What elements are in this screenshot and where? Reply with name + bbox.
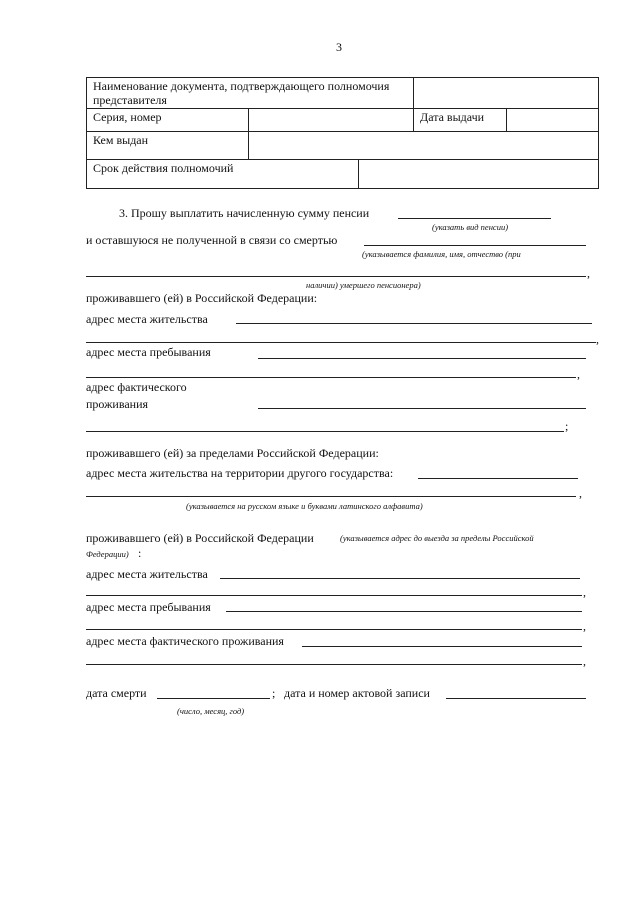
bd-actual-field-2[interactable] xyxy=(86,664,582,665)
rf-residence-field-2[interactable] xyxy=(86,342,596,343)
bd-residence-label: адрес места жительства xyxy=(86,567,208,581)
rf-residence-label: адрес места жительства xyxy=(86,312,208,326)
request-text: 3. Прошу выплатить начисленную сумму пенсии xyxy=(119,206,370,220)
name-hint-2: наличии) умершего пенсионера) xyxy=(306,280,421,290)
doc-name-label: Наименование документа, подтверждающего полномочия представителя xyxy=(87,78,414,109)
abroad-residence-field[interactable] xyxy=(418,478,578,479)
abroad-residence-label: адрес места жительства на территории другого государства: xyxy=(86,466,394,480)
bd-actual-label: адрес места фактического проживания xyxy=(86,634,284,648)
semicolon: ; xyxy=(565,419,569,433)
abroad-hint: (указывается на русском языке и буквами латинского алфавита) xyxy=(186,501,423,511)
doc-name-field[interactable] xyxy=(414,78,599,109)
issue-date-field[interactable] xyxy=(507,109,599,132)
name-hint-1: (указывается фамилия, имя, отчество (при xyxy=(362,249,521,259)
comma: , xyxy=(583,585,586,599)
bd-stay-label: адрес места пребывания xyxy=(86,600,211,614)
comma: , xyxy=(583,619,586,633)
bd-stay-field[interactable] xyxy=(226,611,582,612)
issued-by-field[interactable] xyxy=(249,132,599,160)
rf-residence-field[interactable] xyxy=(236,323,592,324)
validity-field[interactable] xyxy=(359,160,599,189)
bd-residence-field[interactable] xyxy=(220,578,580,579)
representative-document-table xyxy=(86,77,599,189)
colon: : xyxy=(138,546,142,560)
rf-actual-field[interactable] xyxy=(258,408,586,409)
deceased-name-field[interactable] xyxy=(364,245,586,246)
rf-stay-label: адрес места пребывания xyxy=(86,345,211,359)
validity-label: Срок действия полномочий xyxy=(87,160,359,189)
issue-date-label: Дата выдачи xyxy=(414,109,507,132)
rf-block-title: проживавшего (ей) в Российской Федерации: xyxy=(86,291,318,305)
semicolon: ; xyxy=(272,686,276,700)
before-departure-hint-1: (указывается адрес до выезда за пределы Российской xyxy=(340,533,534,543)
bd-stay-field-2[interactable] xyxy=(86,629,582,630)
before-departure-title: проживавшего (ей) в Российской Федерации xyxy=(86,531,314,545)
death-date-label: дата смерти xyxy=(86,686,147,700)
rf-stay-field[interactable] xyxy=(258,358,586,359)
comma: , xyxy=(577,367,580,381)
series-number-field[interactable] xyxy=(249,109,414,132)
death-date-field[interactable] xyxy=(157,698,270,699)
bd-actual-field[interactable] xyxy=(302,646,582,647)
issued-by-label: Кем выдан xyxy=(87,132,249,160)
abroad-residence-field-2[interactable] xyxy=(86,496,576,497)
before-departure-hint-2: Федерации) xyxy=(86,549,129,559)
page-number: 3 xyxy=(336,40,342,54)
series-number-label: Серия, номер xyxy=(87,109,249,132)
comma: , xyxy=(579,486,582,500)
deceased-name-field-2[interactable] xyxy=(86,276,586,277)
comma: , xyxy=(596,332,599,346)
record-field[interactable] xyxy=(446,698,586,699)
rf-actual-label-1: адрес фактического xyxy=(86,380,187,394)
comma: , xyxy=(587,266,590,280)
rf-actual-label-2: проживания xyxy=(86,397,149,411)
abroad-block-title: проживавшего (ей) за пределами Российской Федерации: xyxy=(86,446,379,460)
record-label: дата и номер актовой записи xyxy=(284,686,430,700)
unpaid-text: и оставшуюся не полученной в связи со смертью xyxy=(86,233,338,247)
rf-stay-field-2[interactable] xyxy=(86,377,576,378)
bd-residence-field-2[interactable] xyxy=(86,595,582,596)
pension-type-field[interactable] xyxy=(398,218,551,219)
pension-type-hint: (указать вид пенсии) xyxy=(432,222,509,232)
death-date-hint: (число, месяц, год) xyxy=(177,706,245,716)
comma: , xyxy=(583,654,586,668)
rf-actual-field-2[interactable] xyxy=(86,431,564,432)
